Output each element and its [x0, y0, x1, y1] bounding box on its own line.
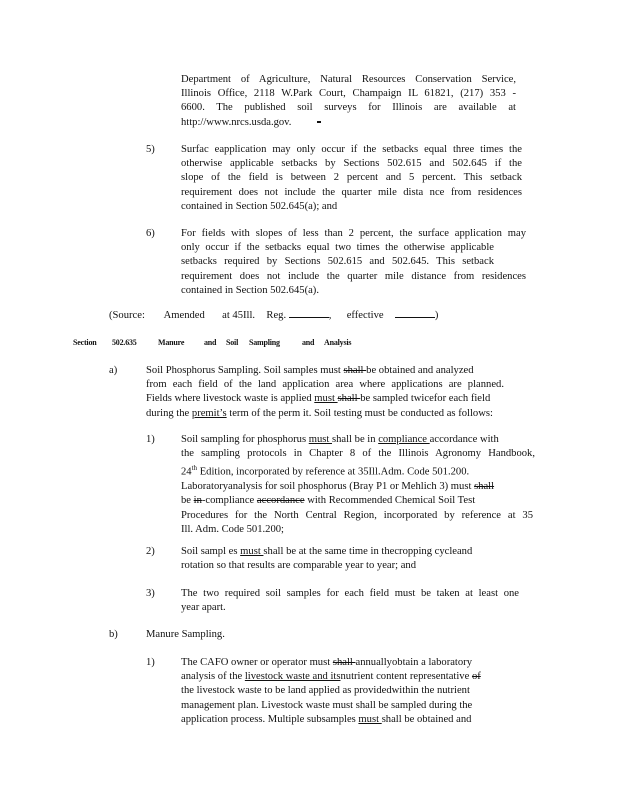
section-title-word: and — [204, 338, 217, 347]
url-line — [181, 116, 516, 130]
text-run: be obtained and analyzed — [366, 365, 474, 376]
paragraph-letter: a) — [109, 365, 118, 376]
text-run: analysis of the — [181, 671, 245, 683]
text-line — [146, 407, 535, 421]
text-run: Soil sampl es — [181, 546, 241, 557]
text-line — [181, 461, 535, 480]
inserted-text: must — [358, 713, 382, 725]
text-line: requirement does not include the quarter mile distance from residences — [181, 270, 526, 282]
item-b1-text — [181, 656, 530, 727]
section-title-word: Analysis — [324, 338, 352, 347]
inserted-text: premit’s — [191, 407, 227, 419]
text-run: Soil Phosphorus Sampling. Soil samples must — [146, 365, 344, 376]
deleted-text: shall — [332, 657, 356, 668]
item-5-text — [181, 143, 522, 214]
source-close: ) — [434, 310, 439, 321]
item-number: 2) — [146, 546, 155, 557]
text-run: -compliance — [201, 495, 257, 507]
item-a3-text — [181, 587, 519, 615]
text-line: Ill. Adm. Code 501.200; — [181, 523, 284, 535]
text-line — [181, 494, 535, 508]
item-number: 6) — [146, 228, 155, 239]
text-line: For fields with slopes of less than 2 percent, the surface application may — [181, 228, 526, 239]
inserted-text: must — [314, 393, 338, 405]
text-line: 6600. The published soil surveys for Illinois are available at — [181, 102, 516, 114]
text-line — [181, 713, 530, 727]
text-run: accordance with — [429, 434, 499, 445]
inserted-text: compliance — [378, 434, 430, 445]
text-line: year apart. — [181, 602, 226, 614]
deleted-text: shall — [343, 365, 367, 376]
text-line: contained in Section 502.645(a). — [181, 284, 319, 296]
text-line: setbacks required by Sections 502.615 and 502.645. This setback — [181, 256, 494, 268]
text-run: Soil sampling for phosphorus — [181, 434, 309, 445]
text-run: nutrient content representative — [340, 671, 472, 683]
text-run: shall be obtained and — [381, 713, 472, 725]
text-line: Surfac eapplication may only occur if the setbacks equal three times the — [181, 144, 522, 155]
text-run: term of the perm it. Soil testing must be conducted as follows: — [226, 407, 493, 419]
text-line: only occur if the setbacks equal two times the otherwise applicable — [181, 242, 494, 254]
text-run: The CAFO owner or operator must — [181, 657, 333, 668]
source-effective: effective — [346, 310, 384, 321]
text-run: 24 — [181, 466, 192, 478]
text-line: requirement does not include the quarter mile dista nce from residences — [181, 186, 522, 198]
section-title-word: and — [302, 338, 315, 347]
item-number: 5) — [146, 144, 155, 155]
inserted-text: livestock waste and its — [244, 671, 341, 683]
deleted-text: shall — [337, 393, 361, 405]
text-run: during the — [146, 407, 192, 419]
register-page-blank — [289, 308, 329, 318]
deleted-text: of — [471, 671, 481, 683]
deleted-text: accordance — [256, 495, 305, 507]
source-amended: Amended — [163, 310, 205, 321]
text-line — [181, 480, 535, 494]
source-reg: Reg. — [266, 310, 287, 321]
text-line: rotation so that results are comparable year to year; and — [181, 560, 417, 572]
text-line: contained in Section 502.645(a); and — [181, 200, 338, 212]
marker-dash — [317, 121, 321, 123]
effective-date-blank — [395, 308, 435, 318]
text-line: the livestock waste to be land applied as providedwithin the nutrient — [181, 685, 470, 697]
source-register-volume: at 45Ill. — [222, 310, 256, 321]
source-prefix: (Source: — [109, 310, 145, 321]
text-line: the sampling protocols in Chapter 8 of the Illinois Agronomy Handbook, — [181, 448, 535, 460]
inserted-text: must — [240, 546, 264, 557]
text-line: The two required soil samples for each field must be taken at least one — [181, 588, 519, 599]
text-line — [146, 392, 535, 406]
text-line — [181, 433, 535, 447]
item-number: 3) — [146, 588, 155, 599]
section-number: 502.635 — [112, 338, 137, 347]
item-a2-text — [181, 545, 501, 573]
text-line — [181, 656, 530, 670]
text-line — [181, 670, 530, 684]
text-run: annuallyobtain a laboratory — [355, 657, 472, 668]
text-line: Procedures for the North Central Region, incorporated by reference at 35 — [181, 509, 533, 521]
section-label: Section — [73, 338, 97, 347]
text-line: otherwise applicable setbacks by Sections 502.615 and 502.645 if the — [181, 158, 522, 170]
text-run: be sampled twicefor each field — [360, 393, 491, 405]
text-line: Illinois Office, 2118 W.Park Court, Champaign IL 61821, (217) 353 - — [181, 88, 516, 100]
inserted-text: must — [308, 434, 332, 445]
item-a1-text — [181, 433, 535, 537]
text-run: Edition, incorporated by reference at 35Ill.Adm. Code 501.200. — [197, 466, 470, 478]
text-line — [146, 364, 535, 378]
section-title-word: Soil — [226, 338, 239, 347]
text-run: shall be at the same time in thecropping cycleand — [263, 546, 473, 557]
text-line: management plan. Livestock waste must shall be sampled during the — [181, 699, 473, 711]
text-run: Fields where livestock waste is applied — [146, 393, 315, 405]
text-run: shall be in — [331, 434, 379, 445]
text-run: application process. Multiple subsamples — [181, 713, 359, 725]
item-number: 1) — [146, 434, 155, 445]
source-comma: , — [328, 310, 332, 321]
source-line — [109, 308, 438, 323]
paragraph-a-text — [146, 364, 535, 421]
section-title-word: Manure — [158, 338, 185, 347]
text-run: with Recommended Chemical Soil Test — [304, 495, 476, 507]
item-number: 1) — [146, 657, 155, 668]
paragraph-title: Manure Sampling. — [146, 629, 225, 640]
text-line: slope of the field is between 2 percent and 5 percent. This setback — [181, 172, 522, 184]
item-6-text — [181, 227, 526, 298]
section-title-word: Sampling — [249, 338, 280, 347]
superscript: th — [191, 464, 198, 473]
deleted-text: shall — [474, 481, 495, 493]
paragraph-letter: b) — [109, 629, 118, 640]
top-paragraph — [181, 73, 516, 130]
text-line: from each field of the land application area where applications are planned. — [146, 379, 504, 391]
deleted-text: in — [193, 495, 202, 507]
url-text: http://www.nrcs.usda.gov. — [181, 116, 292, 128]
text-run: be — [181, 495, 194, 507]
text-line — [181, 545, 501, 559]
text-run: Laboratoryanalysis for soil phosphorus (Bray P1 or Mehlich 3) must — [181, 481, 475, 493]
text-line: Department of Agriculture, Natural Resources Conservation Service, — [181, 74, 516, 85]
